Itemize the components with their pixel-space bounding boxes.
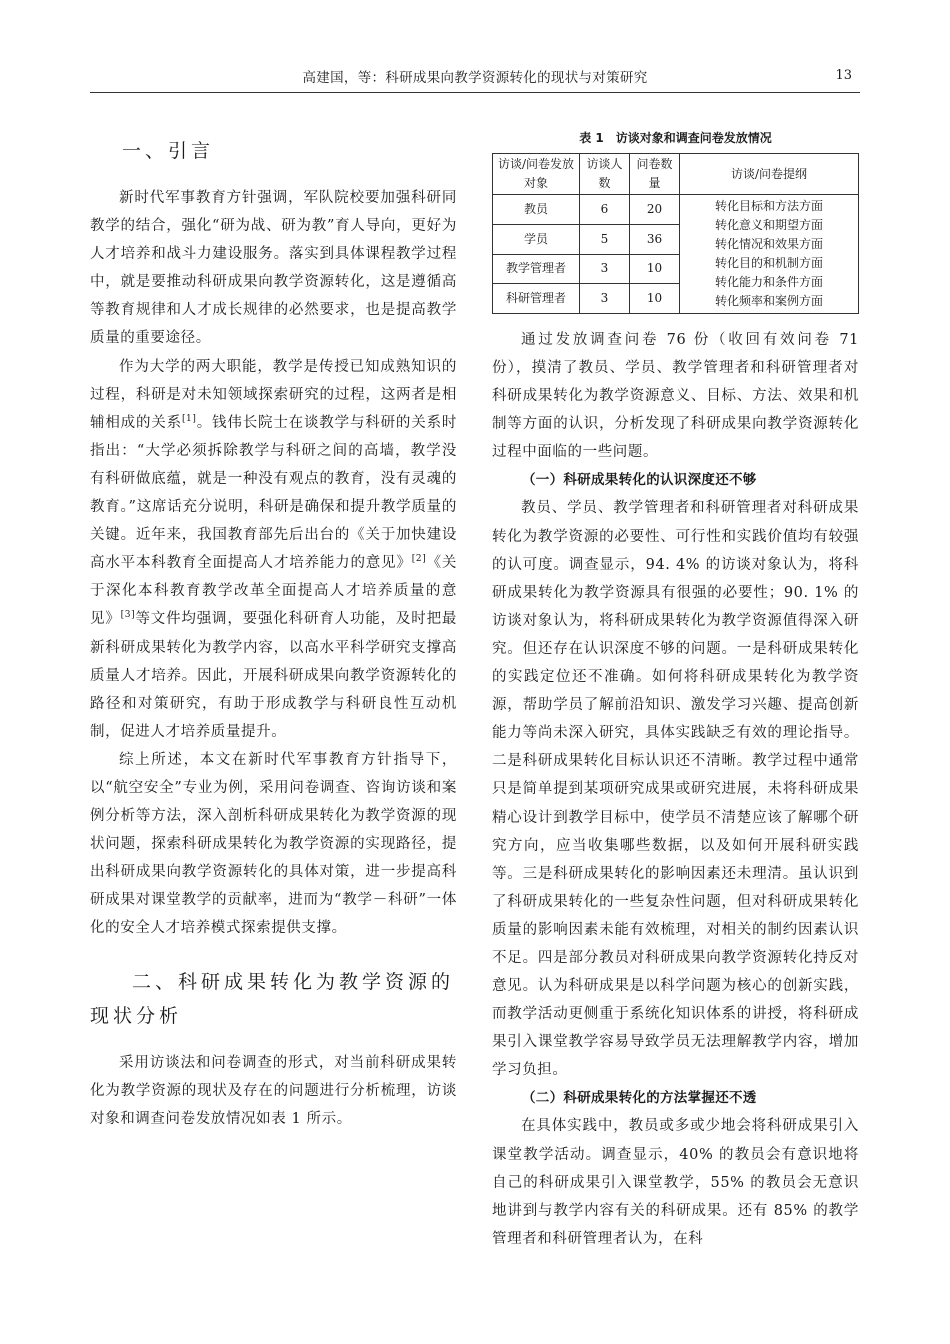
table-header-cell: 访谈人数 xyxy=(580,154,630,195)
paragraph-survey-summary: 通过发放调查问卷 76 份（收回有效问卷 71 份），摸清了教员、学员、教学管理者和科研管理者对科研成果转化为教学资源意义、目标、方法、效果和机制等方面的认识，分析发现了科研成果向教学资源转化过程中面临的一些问题。 xyxy=(492,332,859,461)
table-cell-outline xyxy=(680,195,859,314)
outline-item: 转化目的和机制方面 xyxy=(714,256,823,270)
table-cell-target: 教员 xyxy=(493,195,580,225)
table-cell-target: 教学管理者 xyxy=(493,254,580,284)
table-cell-interviews: 6 xyxy=(580,195,630,225)
section-heading-status-analysis: 二、科研成果转化为教学资源的现状分析 xyxy=(90,970,455,1027)
table-row xyxy=(493,195,859,225)
subsection-heading-1: （一）科研成果转化的认识深度还不够 xyxy=(522,472,757,489)
paragraph-intro-1: 新时代军事教育方针强调，军队院校要加强科研同教学的结合，强化“研为战、研为教”育人导向，更好为人才培养和战斗力建设服务。落实到具体课程教学过程中，就是要推动科研成果向教学资源转化，这是遵循高等教育规律和人才成长规律的必然要求，也是提高教学质量的重要途径。 xyxy=(90,190,457,347)
paragraph-method: 采用访谈法和问卷调查的形式，对当前科研成果转化为教学资源的现状及存在的问题进行分析梳理，访谈对象和调查问卷发放情况如表 1 所示。 xyxy=(90,1054,457,1127)
table-header-cell: 访谈/问卷提纲 xyxy=(680,154,859,195)
section-heading-introduction: 一、引言 xyxy=(122,140,215,162)
running-header xyxy=(90,64,860,93)
table-header-cell: 问卷数量 xyxy=(630,154,680,195)
outline-item: 转化意义和期望方面 xyxy=(714,218,823,232)
paragraph-intro-2 xyxy=(90,353,457,746)
outline-item: 转化能力和条件方面 xyxy=(714,275,823,289)
paragraph-text: 。钱伟长院士在谈教学与科研的关系时指出：“大学必须拆除教学与科研之间的高墙，教学没有科研做底蕴，就是一种没有观点的教育，没有灵魂的教育。”这席话充分说明，科研是确保和提升教学质量的关键。近年来，我国教育部先后出台的《关于加快建设高水平本科教育全面提高人才培养能力的意见》 xyxy=(90,414,457,572)
page-number: 13 xyxy=(835,68,852,83)
citation-ref-3: [3] xyxy=(120,610,136,621)
table-cell-questionnaires: 10 xyxy=(630,254,680,284)
paragraph-cognition: 教员、学员、教学管理者和科研管理者对科研成果转化为教学资源的必要性、可行性和实践价值均有较强的认可度。调查显示，94. 4% 的访谈对象认为，将科研成果转化为教学资源具有很强的必要性；90. 1% 的访谈对象认为，将科研成果转化为教学资源值得深入研究。但还存在认识深度不够的问题。一是科研成果转化的实践定位还不准确。如何将科研成果转化为教学资源，帮助学员了解前沿知识、激发学习兴趣、提高创新能力等尚未深入研究，具体实践缺乏有效的理论指导。二是科研成果转化目标认识还不清晰。教学过程中通常只是简单提到某项研究成果或研究进展，未将科研成果精心设计到教学目标中，使学员不清楚应该了解哪个研究方向，应当收集哪些数据，以及如何开展科研实践等。三是科研成果转化的影响因素还未理清。虽认识到了科研成果转化的一些复杂性问题，但对科研成果转化质量的影响因素未能有效梳理，对相关的制约因素认识不足。四是部分教员对科研成果向教学资源转化持反对意见。认为科研成果是以科学问题为核心的创新实践，而教学活动更侧重于系统化知识体系的讲授，将科研成果引入课堂教学容易导致学员无法理解教学内容，增加学习负担。 xyxy=(492,500,859,1079)
table-cell-interviews: 3 xyxy=(580,254,630,284)
paragraph-text: 作为大学的两大职能，教学是传授已知成熟知识的过程，科研是对未知领域探索研究的过程，这两者是相辅相成的关系 xyxy=(90,358,457,431)
outline-item: 转化情况和效果方面 xyxy=(714,237,823,251)
paragraph-text: 等文件均强调，要强化科研育人功能，及时把最新科研成果转化为教学内容，以高水平科学研究支撑高质量人才培养。因此，开展科研成果向教学资源转化的路径和对策研究，有助于形成教学与科研良性互动机制，促进人才培养质量提升。 xyxy=(90,611,457,740)
left-column xyxy=(90,130,457,1133)
citation-ref-1: [1] xyxy=(181,413,197,424)
paragraph-methods: 在具体实践中，教员或多或少地会将科研成果引入课堂教学活动。调查显示，40% 的教员会有意识地将自己的科研成果引入课堂教学，55% 的教员会无意识地讲到与教学内容有关的科研成果。还有 85% 的教学管理者和科研管理者认为，在科 xyxy=(492,1118,859,1247)
right-column xyxy=(492,130,859,1253)
table-cell-questionnaires: 36 xyxy=(630,224,680,254)
table-header-cell: 访谈/问卷发放对象 xyxy=(493,154,580,195)
table-cell-interviews: 5 xyxy=(580,224,630,254)
table-header-row xyxy=(493,154,859,195)
running-title: 高建国，等：科研成果向教学资源转化的现状与对策研究 xyxy=(302,70,648,86)
subsection-heading-2: （二）科研成果转化的方法掌握还不透 xyxy=(522,1090,757,1107)
citation-ref-2: [2] xyxy=(411,554,427,565)
survey-table xyxy=(492,153,859,314)
table-cell-target: 科研管理者 xyxy=(493,284,580,314)
table-cell-questionnaires: 20 xyxy=(630,195,680,225)
paragraph-text: 《关于深化本科教育教学改革全面提高人才培养质量的意见》 xyxy=(90,555,457,628)
table-cell-questionnaires: 10 xyxy=(630,284,680,314)
table-cell-target: 学员 xyxy=(493,224,580,254)
table-cell-interviews: 3 xyxy=(580,284,630,314)
paragraph-intro-3: 综上所述，本文在新时代军事教育方针指导下，以“航空安全”专业为例，采用问卷调查、咨询访谈和案例分析等方法，深入剖析科研成果转化为教学资源的现状问题，探索科研成果转化为教学资源的实现路径，提出科研成果向教学资源转化的具体对策，进一步提高科研成果对课堂教学的贡献率，进而为“教学－科研”一体化的安全人才培养模式探索提供支撑。 xyxy=(90,751,457,937)
outline-item: 转化目标和方法方面 xyxy=(714,199,823,213)
table-caption: 表 1 访谈对象和调查问卷发放情况 xyxy=(579,131,772,145)
outline-item: 转化频率和案例方面 xyxy=(714,294,823,308)
